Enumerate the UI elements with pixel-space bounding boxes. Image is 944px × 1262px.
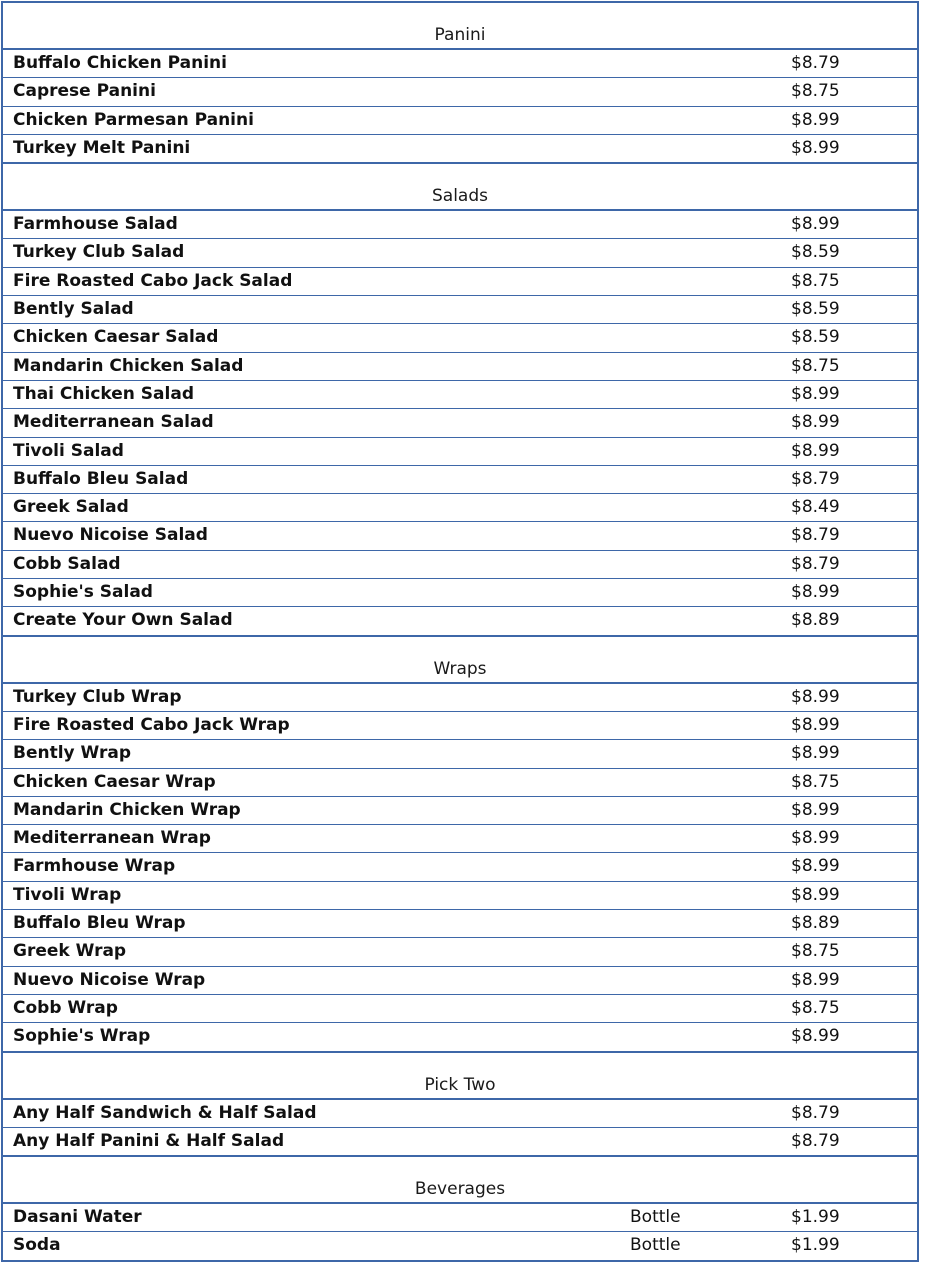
item-price: $8.99 <box>791 686 840 707</box>
section-title: Beverages <box>414 1179 506 1200</box>
item-price: $8.59 <box>791 327 840 348</box>
item-price: $8.99 <box>791 884 840 905</box>
menu-row <box>3 296 917 324</box>
item-price: $8.99 <box>791 109 840 130</box>
section-title: Wraps <box>433 658 487 679</box>
item-name: Fire Roasted Cabo Jack Salad <box>13 270 293 291</box>
section-header-beverages <box>3 1157 917 1204</box>
item-name: Chicken Caesar Wrap <box>13 771 216 792</box>
item-name: Turkey Melt Panini <box>13 137 191 158</box>
item-price: $8.89 <box>791 913 840 934</box>
item-name: Sophie's Salad <box>13 582 153 603</box>
item-name: Greek Wrap <box>13 941 127 962</box>
menu-row <box>3 211 917 239</box>
menu-row <box>3 769 917 797</box>
menu-row <box>3 995 917 1023</box>
section-header-panini <box>3 3 917 50</box>
menu-row <box>3 1204 917 1232</box>
item-price: $8.99 <box>791 440 840 461</box>
item-name: Thai Chicken Salad <box>13 383 194 404</box>
section-header-salads <box>3 164 917 211</box>
item-price: $8.75 <box>791 81 840 102</box>
item-name: Cobb Salad <box>13 553 121 574</box>
item-name: Buffalo Chicken Panini <box>13 53 227 73</box>
item-price: $8.49 <box>791 497 840 518</box>
item-name: Bently Wrap <box>13 743 132 764</box>
item-size: Bottle <box>630 1207 681 1228</box>
item-name: Dasani Water <box>13 1207 142 1228</box>
item-name: Buffalo Bleu Salad <box>13 468 189 489</box>
section-title: Pick Two <box>424 1074 496 1095</box>
item-price: $8.99 <box>791 137 840 158</box>
item-name: Create Your Own Salad <box>13 610 233 631</box>
section-header-wraps <box>3 637 917 684</box>
item-name: Nuevo Nicoise Wrap <box>13 969 206 990</box>
menu-row <box>3 1100 917 1128</box>
menu-row <box>3 353 917 381</box>
menu-row <box>3 551 917 579</box>
menu-row <box>3 466 917 494</box>
menu-row <box>3 579 917 607</box>
item-name: Cobb Wrap <box>13 997 118 1018</box>
item-name: Farmhouse Wrap <box>13 856 176 877</box>
item-price: $8.75 <box>791 997 840 1018</box>
item-name: Turkey Club Salad <box>13 242 185 263</box>
menu-row <box>3 522 917 550</box>
item-price: $8.75 <box>791 941 840 962</box>
item-name: Mandarin Chicken Wrap <box>13 799 241 820</box>
item-name: Turkey Club Wrap <box>13 686 182 707</box>
section-header-pick-two <box>3 1053 917 1100</box>
menu-row <box>3 967 917 995</box>
item-name: Mandarin Chicken Salad <box>13 355 244 376</box>
menu-row <box>3 268 917 296</box>
item-name: Any Half Panini & Half Salad <box>13 1130 285 1151</box>
item-name: Tivoli Salad <box>13 440 124 461</box>
menu-row <box>3 607 917 636</box>
item-name: Mediterranean Wrap <box>13 828 211 849</box>
item-name: Greek Salad <box>13 497 129 518</box>
item-price: $8.79 <box>791 553 840 574</box>
menu-row <box>3 324 917 352</box>
item-name: Fire Roasted Cabo Jack Wrap <box>13 714 290 735</box>
menu-row <box>3 1023 917 1052</box>
item-price: $8.75 <box>791 270 840 291</box>
item-name: Caprese Panini <box>13 81 156 102</box>
menu-row <box>3 882 917 910</box>
menu-row <box>3 107 917 135</box>
item-name: Nuevo Nicoise Salad <box>13 525 208 546</box>
item-price: $8.99 <box>791 383 840 404</box>
menu-row <box>3 50 917 78</box>
item-size: Bottle <box>630 1235 681 1256</box>
menu-row <box>3 381 917 409</box>
item-price: $8.79 <box>791 468 840 489</box>
item-price: $8.79 <box>791 525 840 546</box>
item-name: Any Half Sandwich & Half Salad <box>13 1102 317 1123</box>
item-price: $8.99 <box>791 582 840 603</box>
menu-table <box>1 1 919 1262</box>
item-price: $8.75 <box>791 355 840 376</box>
item-price: $8.99 <box>791 828 840 849</box>
item-price: $8.89 <box>791 610 840 631</box>
menu-row <box>3 740 917 768</box>
menu-row <box>3 1128 917 1157</box>
item-price: $8.59 <box>791 242 840 263</box>
item-price: $8.79 <box>791 53 840 73</box>
item-name: Chicken Parmesan Panini <box>13 109 254 130</box>
menu-row <box>3 135 917 164</box>
menu-row <box>3 684 917 712</box>
menu-row <box>3 409 917 437</box>
item-name: Chicken Caesar Salad <box>13 327 219 348</box>
item-price: $8.99 <box>791 214 840 235</box>
menu-row <box>3 910 917 938</box>
item-price: $8.75 <box>791 771 840 792</box>
menu-row <box>3 825 917 853</box>
menu-row <box>3 938 917 966</box>
item-price: $8.99 <box>791 856 840 877</box>
item-price: $1.99 <box>791 1235 840 1256</box>
item-price: $8.99 <box>791 1026 840 1047</box>
item-price: $8.99 <box>791 743 840 764</box>
item-price: $8.79 <box>791 1102 840 1123</box>
item-name: Sophie's Wrap <box>13 1026 151 1047</box>
menu-row <box>3 1232 917 1261</box>
item-name: Tivoli Wrap <box>13 884 122 905</box>
item-price: $8.99 <box>791 714 840 735</box>
item-price: $8.79 <box>791 1130 840 1151</box>
menu-row <box>3 853 917 881</box>
item-price: $8.59 <box>791 299 840 320</box>
menu-row <box>3 494 917 522</box>
item-price: $1.99 <box>791 1207 840 1228</box>
item-name: Mediterranean Salad <box>13 412 214 433</box>
item-name: Soda <box>13 1235 61 1256</box>
menu-row <box>3 239 917 267</box>
item-price: $8.99 <box>791 412 840 433</box>
section-title: Panini <box>434 25 486 45</box>
menu-row <box>3 438 917 466</box>
menu-row <box>3 797 917 825</box>
item-price: $8.99 <box>791 969 840 990</box>
item-name: Buffalo Bleu Wrap <box>13 913 186 934</box>
menu-row <box>3 712 917 740</box>
item-name: Farmhouse Salad <box>13 214 178 235</box>
item-name: Bently Salad <box>13 299 134 320</box>
item-price: $8.99 <box>791 799 840 820</box>
menu-row <box>3 78 917 106</box>
section-title: Salads <box>432 186 488 207</box>
